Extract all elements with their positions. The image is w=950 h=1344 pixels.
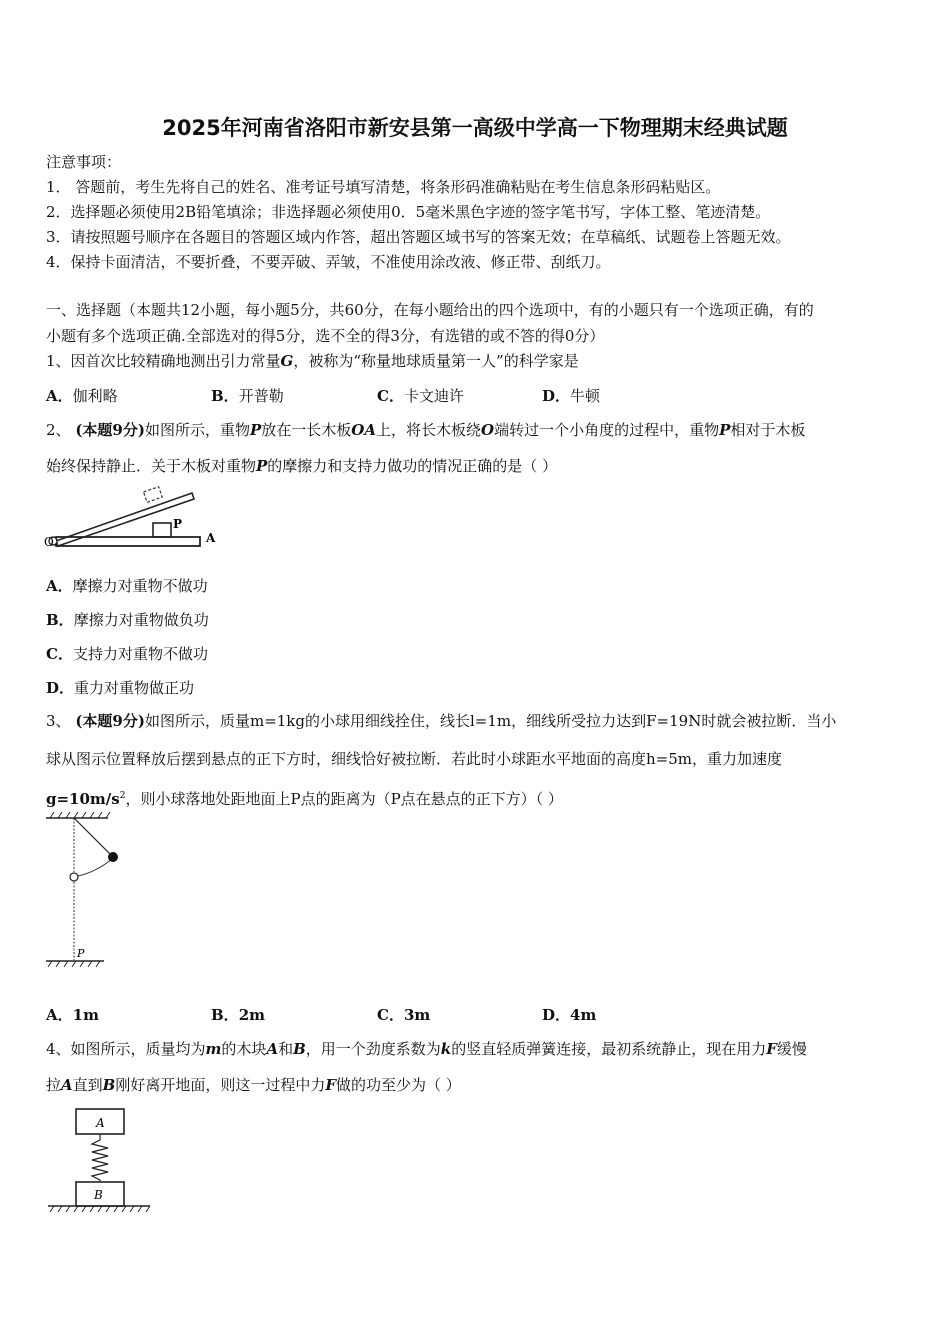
ball	[108, 852, 118, 862]
q3-option-c: C．3m	[377, 1006, 431, 1024]
notice-item-1: 1． 答题前，考生先将自己的姓名、准考证号填写清楚，将条形码准确粘贴在考生信息条形码粘贴区。	[46, 178, 721, 196]
question-2-stem-line2: 始终保持静止．关于木板对重物P的摩擦力和支持力做功的情况正确的是（ ）	[46, 457, 558, 475]
lowest-point-ball	[70, 873, 78, 881]
q3-option-d: D．4m	[542, 1006, 597, 1024]
section-header-line2: 小题有多个选项正确.全部选对的得5分，选不全的得3分，有选错的或不答的得0分）	[46, 327, 605, 345]
section-header-line1: 一、选择题（本题共12小题，每小题5分，共60分，在每小题给出的四个选项中，有的小题只有一个选项正确，有的	[46, 301, 814, 319]
q3-option-a: A．1m	[46, 1006, 99, 1024]
block-p	[153, 523, 171, 537]
question-3-stem-line1: 3、 (本题9分)如图所示，质量m=1kg的小球用细线拴住，线长l=1m，细线所受拉力达到F=19N时就会被拉断．当小	[46, 712, 837, 730]
q3-option-b: B．2m	[211, 1006, 265, 1024]
ground-hatch	[50, 1206, 150, 1212]
q2-option-b: B．摩擦力对重物做负功	[46, 611, 209, 629]
string	[74, 818, 113, 857]
notice-item-2: 2．选择题必须使用2B铅笔填涂；非选择题必须使用0．5毫米黑色字迹的签字笔书写，字体工整、笔迹清楚。	[46, 203, 771, 221]
page-title: 2025年河南省洛阳市新安县第一高级中学高一下物理期末经典试题	[162, 116, 788, 140]
question-4-stem-line1: 4、如图所示，质量均为m的木块A和B，用一个劲度系数为k的竖直轻质弹簧连接，最初系统静止，现在用力F缓慢	[46, 1040, 807, 1058]
question-3-stem-line3: $g=10m/s^2$，则小球落地处距地面上P点的距离为（P点在悬点的正下方）（ ）	[46, 790, 563, 808]
q4-spring-figure	[46, 1104, 152, 1216]
label-b: B	[94, 1188, 103, 1202]
ceiling-hatch	[50, 812, 110, 818]
label-p: P	[77, 947, 85, 960]
label-a: A	[206, 531, 216, 545]
q1-option-b: B．开普勒	[211, 387, 284, 405]
question-1-stem: 1、因首次比较精确地测出引力常量G，被称为“称量地球质量第一人”的科学家是	[46, 352, 579, 370]
label-o: O	[44, 535, 54, 549]
q2-option-d: D．重力对重物做正功	[46, 679, 195, 697]
q3-pendulum-figure	[44, 812, 114, 972]
q2-board-figure	[44, 486, 224, 552]
question-2-stem-line1: 2、 (本题9分)如图所示，重物P放在一长木板OA上，将长木板绕O端转过一个小角度的过程中，重物P相对于木板	[46, 421, 806, 439]
spring	[92, 1134, 108, 1182]
notice-item-4: 4．保持卡面清洁，不要折叠，不要弄破、弄皱，不准使用涂改液、修正带、刮纸刀。	[46, 253, 611, 271]
block-dashed	[143, 487, 162, 503]
q2-option-a: A．摩擦力对重物不做功	[46, 577, 208, 595]
label-a: A	[96, 1116, 105, 1130]
notice-item-3: 3．请按照题号顺序在各题目的答题区域内作答，超出答题区域书写的答案无效；在草稿纸、试题卷上答题无效。	[46, 228, 791, 246]
question-4-stem-line2: 拉A直到B刚好离开地面，则这一过程中力F做的功至少为（ ）	[46, 1076, 461, 1094]
label-p: P	[173, 517, 183, 531]
ground-hatch	[48, 961, 100, 967]
notice-heading: 注意事项：	[46, 153, 122, 171]
q1-option-a: A．伽利略	[46, 387, 118, 405]
q1-option-d: D．牛顿	[542, 387, 601, 405]
horizontal-board	[56, 537, 200, 546]
question-3-stem-line2: 球从图示位置释放后摆到悬点的正下方时，细线恰好被拉断．若此时小球距水平地面的高度h=5m，重力加速度	[46, 750, 783, 768]
q1-option-c: C．卡文迪许	[377, 387, 464, 405]
q2-option-c: C．支持力对重物不做功	[46, 645, 208, 663]
swing-arc	[78, 859, 112, 876]
